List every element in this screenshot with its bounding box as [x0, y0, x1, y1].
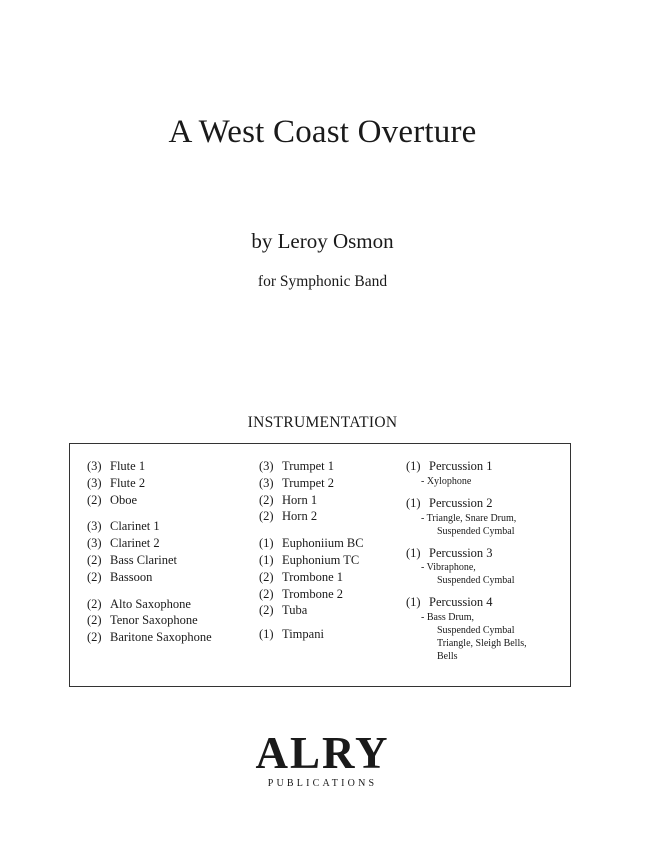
- instrument-row: (1) Euphoniium BC: [259, 536, 364, 551]
- percussion-detail: Triangle, Sleigh Bells,: [437, 638, 527, 650]
- instrumentation-box: [69, 443, 571, 687]
- score-title: A West Coast Overture: [168, 114, 477, 150]
- instrument-row: (2) Horn 1: [259, 492, 318, 507]
- instrument-row: (3) Trumpet 2: [259, 475, 334, 490]
- instrument-row: (2) Alto Saxophone: [87, 596, 191, 611]
- instrument-row: (2) Horn 2: [259, 509, 318, 524]
- percussion-detail: Bells: [437, 651, 458, 663]
- instrument-row: (2) Oboe: [87, 492, 138, 507]
- publisher-tagline: PUBLICATIONS: [267, 778, 378, 789]
- instrument-row: (3) Clarinet 1: [87, 519, 160, 534]
- instrument-row: (2) Baritone Saxophone: [87, 630, 212, 645]
- instrument-row: (1) Percussion 3: [406, 545, 493, 560]
- instrument-row: (2) Trombone 2: [259, 586, 344, 601]
- instrumentation-heading: INSTRUMENTATION: [247, 414, 398, 431]
- instrument-row: (2) Tenor Saxophone: [87, 613, 198, 628]
- instrument-row: (2) Bass Clarinet: [87, 552, 178, 567]
- instrument-column-percussion: [406, 458, 527, 663]
- instrument-column-brass: [259, 458, 364, 643]
- instrument-row: (2) Bassoon: [87, 569, 153, 584]
- instrument-column-woodwinds: [87, 458, 212, 646]
- percussion-detail: Suspended Cymbal: [437, 525, 515, 537]
- instrument-row: (3) Flute 1: [87, 459, 146, 473]
- instrument-row: (3) Trumpet 1: [259, 459, 334, 473]
- instrument-row: (1) Percussion 4: [406, 595, 493, 610]
- ensemble-designation: for Symphonic Band: [257, 273, 388, 290]
- instrument-row: (3) Clarinet 2: [87, 536, 160, 551]
- percussion-detail: Suspended Cymbal: [437, 575, 515, 587]
- percussion-detail: - Triangle, Snare Drum,: [421, 512, 517, 524]
- instrument-row: (1) Percussion 1: [406, 459, 493, 473]
- instrument-row: (1) Percussion 2: [406, 495, 493, 510]
- instrument-row: (1) Euphonium TC: [259, 552, 360, 567]
- instrument-row: (1) Timpani: [259, 627, 324, 642]
- instrument-row: (2) Trombone 1: [259, 569, 344, 584]
- instrument-row: (2) Tuba: [259, 603, 308, 618]
- percussion-detail: Suspended Cymbal: [437, 625, 515, 637]
- percussion-detail: - Vibraphone,: [421, 562, 476, 574]
- percussion-detail: - Bass Drum,: [421, 612, 475, 624]
- percussion-detail: - Xylophone: [421, 475, 472, 487]
- composer-credit: by Leroy Osmon: [251, 229, 394, 253]
- publisher-name: ALRY: [255, 728, 390, 778]
- instrument-row: (3) Flute 2: [87, 475, 146, 490]
- publisher-logo: [0, 730, 645, 791]
